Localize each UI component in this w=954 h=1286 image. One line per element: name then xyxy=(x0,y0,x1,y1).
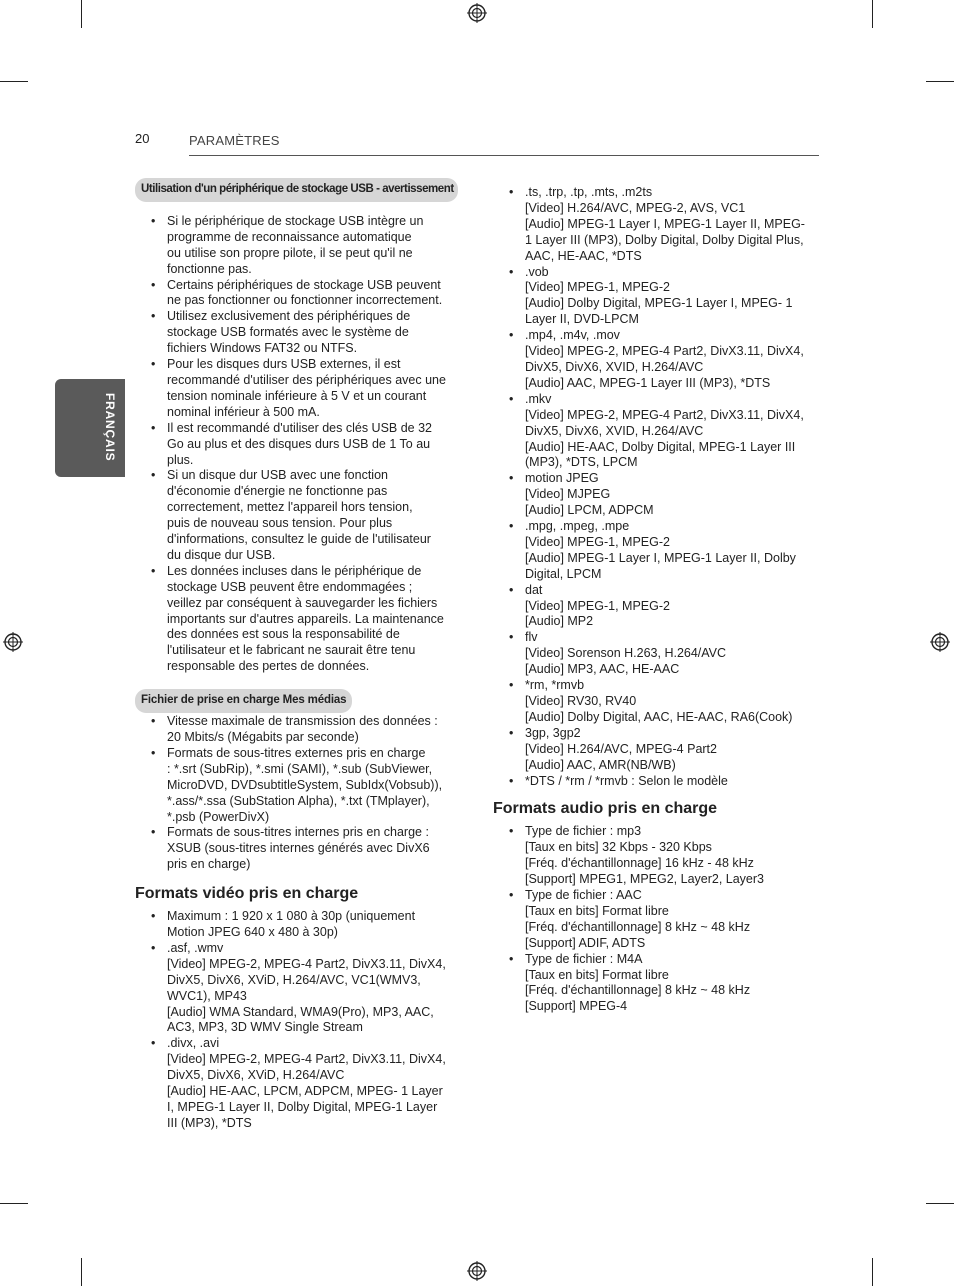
list-item-line: [Audio] MP3, AAC, HE-AAC xyxy=(525,662,680,677)
list-item-line: DivX5, DivX6, XViD, H.264/AVC xyxy=(167,1068,345,1083)
language-tab-label: FRANÇAIS xyxy=(103,393,117,462)
bullet-icon: • xyxy=(509,391,514,406)
list-item-line: Motion JPEG 640 x 480 à 30p) xyxy=(167,924,338,939)
list-item xyxy=(135,564,470,675)
list-item xyxy=(135,714,470,746)
bullet-icon: • xyxy=(509,582,514,597)
list-item-line: Les données incluses dans le périphérique de xyxy=(167,563,422,578)
list-item-line: Maximum : 1 920 x 1 080 à 30p (uniquement xyxy=(167,909,416,924)
list-item-line: d'informations, consultez le guide de l'utilisateur xyxy=(167,532,431,547)
registration-mark-icon xyxy=(930,632,950,652)
list-item xyxy=(493,952,829,1016)
list-item-line: nominal inférieur à 500 mA. xyxy=(167,404,320,419)
crop-mark xyxy=(872,1258,873,1286)
usb-warning-heading: Utilisation d'un périphérique de stockage USB - avertissement xyxy=(135,178,458,202)
bullet-icon: • xyxy=(151,909,156,924)
bullet-icon: • xyxy=(509,630,514,645)
list-item-line: recommandé d'utiliser des périphériques avec une xyxy=(167,372,446,387)
list-item-line: [Audio] HE-AAC, LPCM, ADPCM, MPEG- 1 Layer xyxy=(167,1084,443,1099)
list-item-line: Vitesse maximale de transmission des données : xyxy=(167,714,438,729)
list-item-line: : *.srt (SubRip), *.smi (SAMI), *.sub (SubViewer, xyxy=(167,761,433,776)
list-item xyxy=(493,583,829,631)
bullet-icon: • xyxy=(509,328,514,343)
crop-mark xyxy=(81,0,82,28)
crop-mark xyxy=(0,1203,28,1204)
list-item xyxy=(493,185,829,265)
media-file-heading: Fichier de prise en charge Mes médias xyxy=(135,689,352,713)
list-item-line: (MP3), *DTS, LPCM xyxy=(525,455,638,470)
list-item-line: Type de fichier : mp3 xyxy=(525,824,642,839)
list-item-line: *DTS / *rm / *rmvb : Selon le modèle xyxy=(525,773,728,788)
list-item xyxy=(493,630,829,678)
bullet-icon: • xyxy=(151,940,156,955)
list-item-line: WVC1), MP43 xyxy=(167,988,247,1003)
list-item-line: ne pas fonctionner ou fonctionner incorrectement. xyxy=(167,293,443,308)
list-item-line: [Video] MPEG-2, MPEG-4 Part2, DivX3.11, DivX4, xyxy=(167,956,446,971)
list-item xyxy=(493,888,829,952)
list-item xyxy=(493,265,829,329)
list-item-line: [Audio] AAC, MPEG-1 Layer III (MP3), *DTS xyxy=(525,375,771,390)
bullet-icon: • xyxy=(509,185,514,199)
list-item xyxy=(135,468,470,563)
list-item-line: Il est recommandé d'utiliser des clés USB de 32 xyxy=(167,420,433,435)
bullet-icon: • xyxy=(151,277,156,292)
list-item-line: [Audio] Dolby Digital, MPEG-1 Layer I, MPEG- 1 xyxy=(525,296,793,311)
list-item-line: Si le périphérique de stockage USB intègre un xyxy=(167,213,424,228)
list-item-line: puis de nouveau sous tension. Pour plus xyxy=(167,516,393,531)
list-item-line: .vob xyxy=(525,264,549,279)
list-item-line: DivX5, DivX6, XViD, H.264/AVC, VC1(WMV3, xyxy=(167,972,421,987)
list-item-line: Si un disque dur USB avec une fonction xyxy=(167,468,388,483)
list-item-line: 3gp, 3gp2 xyxy=(525,725,581,740)
list-item-line: [Taux en bits] Format libre xyxy=(525,903,669,918)
list-item-line: [Video] H.264/AVC, MPEG-4 Part2 xyxy=(525,741,717,756)
list-item-line: plus. xyxy=(167,452,194,467)
registration-mark-icon xyxy=(467,3,487,23)
list-item xyxy=(493,471,829,519)
list-item-line: .mp4, .m4v, .mov xyxy=(525,328,620,343)
bullet-icon: • xyxy=(509,471,514,486)
list-item-line: fichiers Windows FAT32 ou NTFS. xyxy=(167,341,358,356)
list-item-line: I, MPEG-1 Layer II, Dolby Digital, MPEG-1 Layer xyxy=(167,1099,438,1114)
list-item-line: *.ass/*.ssa (SubStation Alpha), *.txt (TMplayer), xyxy=(167,793,430,808)
list-item-line: [Video] MPEG-1, MPEG-2 xyxy=(525,534,670,549)
bullet-icon: • xyxy=(151,420,156,435)
list-item xyxy=(493,519,829,583)
list-item-line: .divx, .avi xyxy=(167,1036,220,1051)
registration-mark-icon xyxy=(3,632,23,652)
registration-mark-icon xyxy=(467,1261,487,1281)
list-item-line: DivX5, DivX6, XVID, H.264/AVC xyxy=(525,423,704,438)
list-item-line: Pour les disques durs USB externes, il est xyxy=(167,357,401,372)
crop-mark xyxy=(926,81,954,82)
bullet-icon: • xyxy=(509,887,514,902)
list-item-line: .ts, .trp, .tp, .mts, .m2ts xyxy=(525,185,653,199)
list-item-line: responsable des pertes de données. xyxy=(167,659,370,674)
page-number: 20 xyxy=(135,131,150,146)
bullet-icon: • xyxy=(509,773,514,788)
list-item-line: Utilisez exclusivement des périphériques de xyxy=(167,309,411,324)
bullet-icon: • xyxy=(151,745,156,760)
list-item-line: [Video] RV30, RV40 xyxy=(525,694,637,708)
list-item-line: XSUB (sous-titres internes générés avec DivX6 xyxy=(167,841,430,856)
list-item-line: [Audio] HE-AAC, Dolby Digital, MPEG-1 Layer III xyxy=(525,439,796,454)
list-item-line: [Video] MJPEG xyxy=(525,487,611,502)
list-item-line: [Video] MPEG-2, MPEG-4 Part2, DivX3.11, DivX4, xyxy=(525,344,804,359)
bullet-icon: • xyxy=(151,213,156,228)
bullet-icon: • xyxy=(151,825,156,840)
list-item-line: [Video] MPEG-1, MPEG-2 xyxy=(525,280,670,295)
audio-formats-heading: Formats audio pris en charge xyxy=(493,800,718,818)
list-item xyxy=(493,824,829,888)
list-item-line: pris en charge) xyxy=(167,857,251,872)
list-item-line: flv xyxy=(525,630,538,645)
list-item-line: *rm, *rmvb xyxy=(525,678,585,693)
list-item-line: [Audio] MPEG-1 Layer I, MPEG-1 Layer II, Dolby xyxy=(525,550,796,565)
list-item-line: [Audio] LPCM, ADPCM xyxy=(525,503,654,518)
list-item xyxy=(135,1036,470,1131)
list-item-line: fonctionne pas. xyxy=(167,261,252,276)
list-item-line: [Video] MPEG-2, MPEG-4 Part2, DivX3.11, DivX4, xyxy=(525,407,804,422)
list-item-line: III (MP3), *DTS xyxy=(167,1115,252,1130)
list-item-line: ou utilise son propre pilote, il se peut qu'il ne xyxy=(167,245,413,260)
crop-mark xyxy=(0,81,28,82)
list-item-line: AC3, MP3, 3D WMV Single Stream xyxy=(167,1020,363,1035)
bullet-icon: • xyxy=(509,824,514,839)
bullet-icon: • xyxy=(151,714,156,729)
list-item-line: Formats de sous-titres internes pris en charge : xyxy=(167,825,429,840)
list-item-line: Certains périphériques de stockage USB peuvent xyxy=(167,277,441,292)
list-item-line: Layer II, DVD-LPCM xyxy=(525,312,639,327)
list-item-line: .asf, .wmv xyxy=(167,940,224,955)
list-item-line: Type de fichier : AAC xyxy=(525,887,642,902)
list-item-line: d'économie d'énergie ne fonctionne pas xyxy=(167,484,388,499)
list-item-line: [Audio] AAC, AMR(NB/WB) xyxy=(525,757,676,772)
list-item xyxy=(135,746,470,826)
list-item-line: [Fréq. d'échantillonnage] 8 kHz ~ 48 kHz xyxy=(525,983,751,998)
list-item-line: [Fréq. d'échantillonnage] 16 kHz - 48 kHz xyxy=(525,856,754,871)
section-title: PARAMÈTRES xyxy=(189,133,280,148)
list-item-line: 1 Layer III (MP3), Dolby Digital, Dolby Digital Plus, xyxy=(525,232,804,247)
list-item xyxy=(135,421,470,469)
list-item-line: .mkv xyxy=(525,391,552,406)
list-item-line: *.psb (PowerDivX) xyxy=(167,809,270,824)
list-item xyxy=(135,278,470,310)
list-item-line: programme de reconnaissance automatique xyxy=(167,229,412,244)
bullet-icon: • xyxy=(509,951,514,966)
list-item-line: dat xyxy=(525,582,543,597)
list-item-line: [Video] H.264/AVC, MPEG-2, AVS, VC1 xyxy=(525,200,746,215)
list-item xyxy=(493,328,829,392)
list-item-line: [Fréq. d'échantillonnage] 8 kHz ~ 48 kHz xyxy=(525,919,751,934)
bullet-icon: • xyxy=(509,519,514,534)
list-item xyxy=(135,309,470,357)
list-item-line: motion JPEG xyxy=(525,471,599,486)
bullet-icon: • xyxy=(151,309,156,324)
list-item xyxy=(135,357,470,421)
list-item-line: [Audio] Dolby Digital, AAC, HE-AAC, RA6(Cook) xyxy=(525,709,793,724)
list-item-line: Type de fichier : M4A xyxy=(525,951,643,966)
bullet-icon: • xyxy=(509,264,514,279)
media-file-list xyxy=(135,714,470,873)
list-item xyxy=(493,392,829,472)
list-item xyxy=(135,214,470,278)
list-item-line: stockage USB peuvent être endommagées ; xyxy=(167,579,413,594)
bullet-icon: • xyxy=(151,563,156,578)
list-item-line: MicroDVD, DVDsubtitleSystem, SubIdx(Vobsub)), xyxy=(167,777,443,792)
left-column xyxy=(135,178,470,1132)
crop-mark xyxy=(926,1203,954,1204)
list-item-line: Go au plus et des disques durs USB de 1 To au xyxy=(167,436,431,451)
list-item-line: stockage USB formatés avec le système de xyxy=(167,325,409,340)
language-tab xyxy=(55,379,125,477)
list-item-line: 20 Mbits/s (Mégabits par seconde) xyxy=(167,730,359,744)
list-item-line: AAC, HE-AAC, *DTS xyxy=(525,248,642,263)
list-item-line: l'utilisateur et le fabricant ne saurait être tenu xyxy=(167,643,416,658)
crop-mark xyxy=(81,1258,82,1286)
bullet-icon: • xyxy=(151,357,156,372)
header-divider xyxy=(189,155,819,156)
bullet-icon: • xyxy=(151,468,156,483)
list-item-line: [Audio] MPEG-1 Layer I, MPEG-1 Layer II, MPEG- xyxy=(525,216,805,231)
list-item-line: [Taux en bits] 32 Kbps - 320 Kbps xyxy=(525,840,712,855)
list-item-line: [Taux en bits] Format libre xyxy=(525,967,669,982)
video-formats-list xyxy=(135,909,470,1132)
bullet-icon: • xyxy=(509,678,514,693)
list-item-line: .mpg, .mpeg, .mpe xyxy=(525,519,630,534)
list-item xyxy=(135,825,470,873)
crop-mark xyxy=(872,0,873,28)
list-item xyxy=(493,774,829,790)
audio-formats-list xyxy=(493,824,829,1015)
list-item-line: [Video] MPEG-2, MPEG-4 Part2, DivX3.11, DivX4, xyxy=(167,1052,446,1067)
list-item-line: [Support] MPEG1, MPEG2, Layer2, Layer3 xyxy=(525,872,765,887)
list-item-line: importants sur d'autres appareils. La maintenance xyxy=(167,611,444,626)
video-formats-continued-list xyxy=(493,185,829,789)
list-item-line: Digital, LPCM xyxy=(525,566,602,581)
list-item xyxy=(135,941,470,1036)
list-item-line: tension nominale inférieure à 5 V et un courant xyxy=(167,388,427,403)
list-item-line: [Video] Sorenson H.263, H.264/AVC xyxy=(525,646,727,661)
list-item-line: [Video] MPEG-1, MPEG-2 xyxy=(525,598,670,613)
list-item xyxy=(493,678,829,726)
bullet-icon: • xyxy=(509,725,514,740)
list-item-line: [Support] ADIF, ADTS xyxy=(525,935,646,950)
right-column xyxy=(493,185,829,1015)
list-item xyxy=(493,726,829,774)
list-item-line: DivX5, DivX6, XVID, H.264/AVC xyxy=(525,359,704,374)
list-item-line: veillez par conséquent à sauvegarder les fichiers xyxy=(167,595,438,610)
bullet-icon: • xyxy=(151,1036,156,1051)
list-item-line: [Audio] WMA Standard, WMA9(Pro), MP3, AAC, xyxy=(167,1004,434,1019)
list-item-line: des données est sous la responsabilité de xyxy=(167,627,400,642)
usb-warning-list xyxy=(135,214,470,675)
list-item-line: [Support] MPEG-4 xyxy=(525,999,628,1014)
list-item-line: Formats de sous-titres externes pris en charge xyxy=(167,745,426,760)
list-item-line: correctement, mettez l'appareil hors tension, xyxy=(167,500,413,515)
list-item xyxy=(135,909,470,941)
list-item-line: du disque dur USB. xyxy=(167,547,276,562)
video-formats-heading: Formats vidéo pris en charge xyxy=(135,885,359,903)
list-item-line: [Audio] MP2 xyxy=(525,614,594,629)
